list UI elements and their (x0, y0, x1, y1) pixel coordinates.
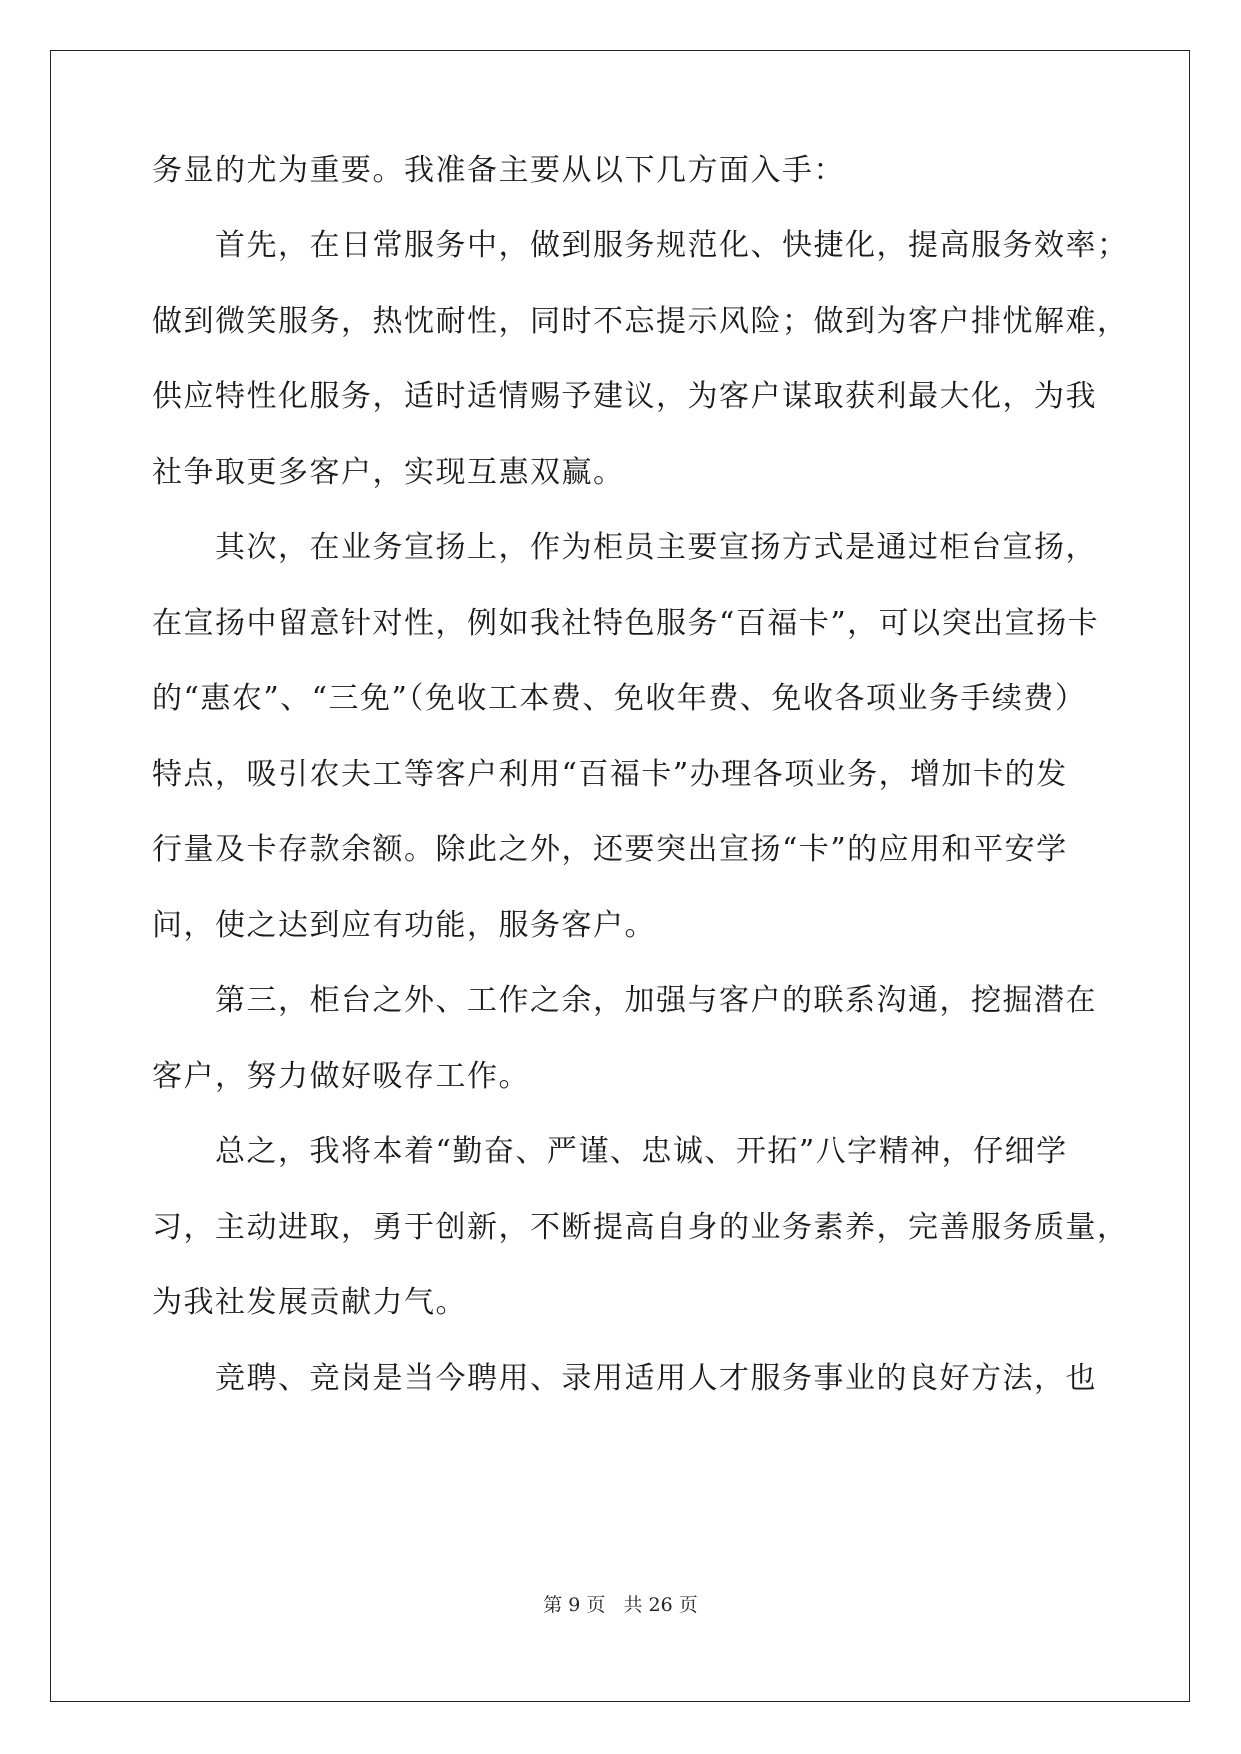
text-line: 的“惠农”、“三免”（免收工本费、免收年费、免收各项业务手续费） (152, 681, 1087, 716)
text-line: 总之，我将本着“勤奋、严谨、忠诚、开拓”八字精神，仔细学 (215, 1134, 1068, 1169)
text-line: 第三，柜台之外、工作之余，加强与客户的联系沟通，挖掘潜在 (215, 983, 1097, 1018)
text-line: 供应特性化服务，适时适情赐予建议，为客户谋取获利最大化，为我 (152, 379, 1097, 414)
page-footer (0, 1593, 1241, 1617)
page-border (50, 50, 1190, 1702)
text-line: 问，使之达到应有功能，服务客户。 (152, 908, 656, 943)
text-line: 社争取更多客户，实现互惠双赢。 (152, 455, 625, 490)
text-line: 首先，在日常服务中，做到服务规范化、快捷化，提高服务效率； (215, 228, 1129, 263)
text-line: 做到微笑服务，热忱耐性，同时不忘提示风险；做到为客户排忧解难， (152, 304, 1129, 339)
text-line: 习，主动进取，勇于创新，不断提高自身的业务素养，完善服务质量， (152, 1210, 1129, 1245)
text-line: 特点，吸引农夫工等客户利用“百福卡”办理各项业务，增加卡的发 (152, 757, 1068, 792)
text-line: 为我社发展贡献力气。 (152, 1285, 467, 1320)
text-line: 行量及卡存款余额。除此之外，还要突出宣扬“卡”的应用和平安学 (152, 832, 1068, 867)
total-pages: 共 26 页 (623, 1594, 698, 1616)
text-line: 务显的尤为重要。我准备主要从以下几方面入手： (152, 153, 845, 188)
text-line: 其次，在业务宣扬上，作为柜员主要宣扬方式是通过柜台宣扬， (215, 530, 1097, 565)
text-line: 客户，努力做好吸存工作。 (152, 1059, 530, 1094)
text-line: 竞聘、竞岗是当今聘用、录用适用人才服务事业的良好方法，也 (215, 1361, 1097, 1396)
text-line: 在宣扬中留意针对性，例如我社特色服务“百福卡”，可以突出宣扬卡 (152, 606, 1100, 641)
page-number: 第 9 页 (543, 1594, 606, 1616)
